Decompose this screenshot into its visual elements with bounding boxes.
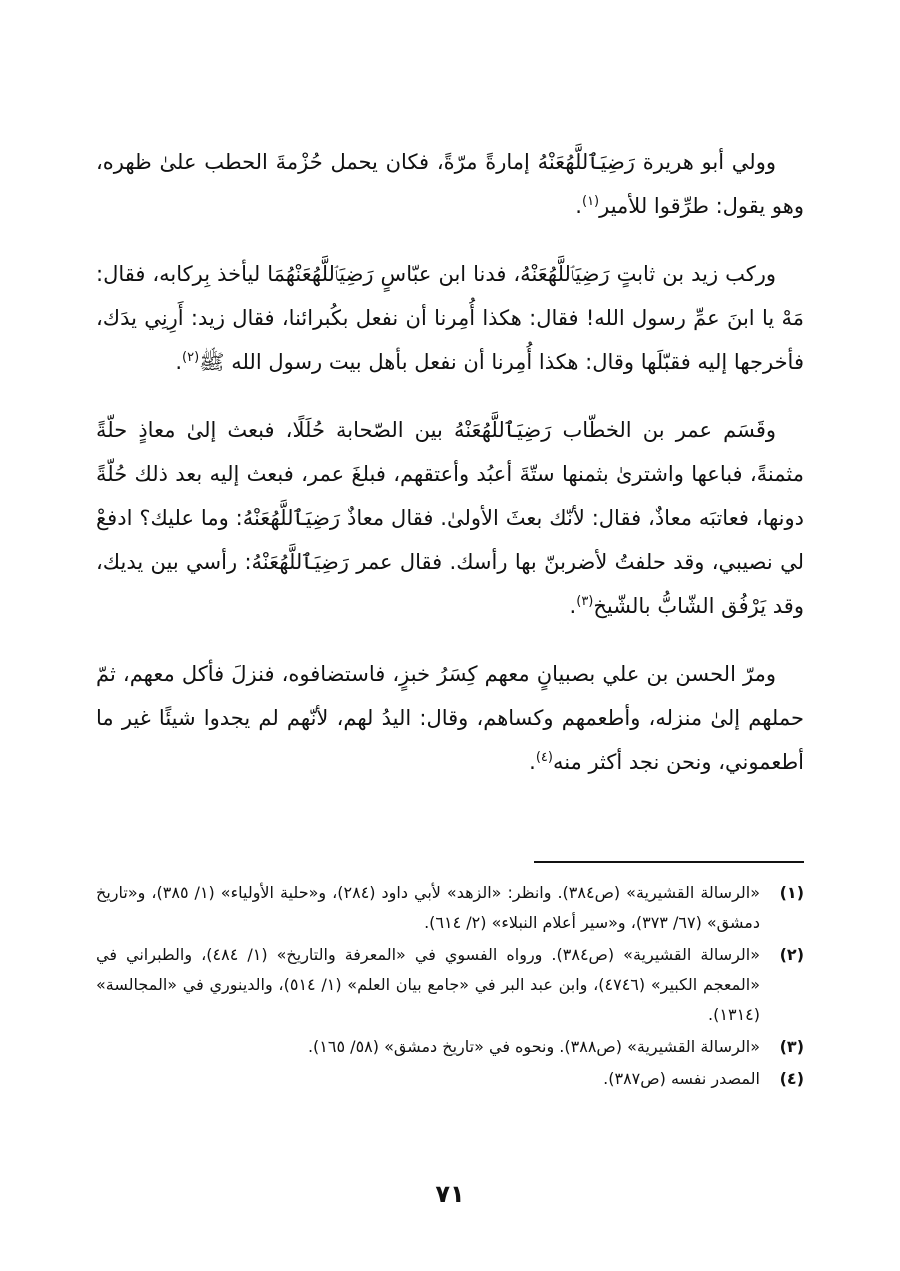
paragraph-end-mark: . bbox=[529, 750, 536, 774]
footnote bbox=[96, 1064, 804, 1094]
paragraph-text: ومرّ الحسن بن علي بصبيانٍ معهم كِسَرُ خبزٍ، فاستضافوه، فنزلَ فأكل معهم، ثمّ حملهم إلىٰ منزله، وأطعمهم وكساهم، وقال: اليدُ لهم، لأنّهم لم يجدوا شيئًا غير ما أطعموني، ونحن نجد أكثر منه bbox=[96, 662, 804, 774]
paragraph-text: وولي أبو هريرة رَضِيَٱللَّهُعَنْهُ إمارةً مرّةً، فكان يحمل حُزْمةَ الحطب علىٰ ظهره، وهو يقول: طرِّقوا للأمير bbox=[96, 150, 804, 218]
footnote-reference[interactable]: (٣) bbox=[576, 594, 594, 609]
footnote-text: «الرسالة القشيرية» (ص٣٨٨). ونحوه في «تاريخ دمشق» (٥٨/ ١٦٥). bbox=[307, 1037, 760, 1056]
paragraph bbox=[96, 408, 804, 628]
footnote bbox=[96, 1032, 804, 1062]
footnote-reference[interactable]: (٤) bbox=[535, 750, 553, 765]
paragraph-end-mark: . bbox=[575, 194, 582, 218]
paragraph-end-mark: . bbox=[569, 594, 577, 618]
footnote-text: «الرسالة القشيرية» (ص٣٨٤). وانظر: «الزهد» لأبي داود (٢٨٤)، و«حلية الأولياء» (١/ ٣٨٥)، و«تاريخ دمشق» (٦٧/ ٣٧٣)، و«سير أعلام النبلاء» (٢/ ٦١٤). bbox=[96, 883, 760, 932]
footnote-number: (٤) bbox=[779, 1069, 804, 1088]
paragraph bbox=[96, 652, 804, 784]
paragraph bbox=[96, 252, 804, 384]
main-text bbox=[96, 140, 804, 808]
footnotes bbox=[96, 878, 804, 1096]
footnote bbox=[96, 878, 804, 938]
footnote-text: «الرسالة القشيرية» (ص٣٨٤). ورواه الفسوي في «المعرفة والتاريخ» (١/ ٤٨٤)، والطبراني في «المعجم الكبير» (٤٧٤٦)، وابن عبد البر في «جامع بيان العلم» (١/ ٥١٤)، والدينوري في «المجالسة» (١٣١٤). bbox=[96, 945, 761, 1024]
paragraph-text: وقَسَم عمر بن الخطّاب رَضِيَٱللَّهُعَنْهُ بين الصّحابة حُلَلًا، فبعث إلىٰ معاذٍ حلّةً مثمنةً، فباعها واشترىٰ بثمنها ستّةَ أعبُد وأعتقهم، فبلغَ عمر، فبعث إليه بعد ذلك حُلّةً دونها، فعاتبَه معاذٌ، فقال: لأنّك بعثَ الأولىٰ. فقال معاذٌ رَضِيَٱللَّهُعَنْهُ: وما عليك؟ ادفعْ لي نصيبي، وقد حلفتُ لأضربنّ بها رأسك. فقال عمر رَضِيَٱللَّهُعَنْهُ: رأسي بين يديك، وقد يَرْفُق الشّابُّ بالشّيخ bbox=[96, 418, 804, 618]
footnote-separator bbox=[534, 861, 804, 863]
footnote-number: (٣) bbox=[779, 1037, 804, 1056]
paragraph-text: وركب زيد بن ثابتٍ رَضِيَٱللَّهُعَنْهُ، فدنا ابن عبّاسٍ رَضِيَٱللَّهُعَنْهُمَا ليأخذ بِركابه، فقال: مَهْ يا ابنَ عمِّ رسول الله! فقال: هكذا أُمِرنا أن نفعل بكُبرائنا، فقال زيد: أَرِنِي يدَك، فأخرجها إليه فقبّلَها وقال: هكذا أُمِرنا أن نفعل بأهل بيت رسول الله ﷺ bbox=[96, 262, 804, 374]
page-number: ٧١ bbox=[435, 1180, 465, 1208]
footnote-reference[interactable]: (٢) bbox=[182, 350, 200, 365]
footnote-number: (٢) bbox=[779, 945, 804, 964]
footnote-text: المصدر نفسه (ص٣٨٧). bbox=[603, 1069, 760, 1088]
paragraph bbox=[96, 140, 804, 228]
footnote-number: (١) bbox=[779, 883, 804, 902]
paragraph-end-mark: . bbox=[175, 350, 183, 374]
footnote bbox=[96, 940, 804, 1030]
footnote-reference[interactable]: (١) bbox=[581, 194, 600, 209]
